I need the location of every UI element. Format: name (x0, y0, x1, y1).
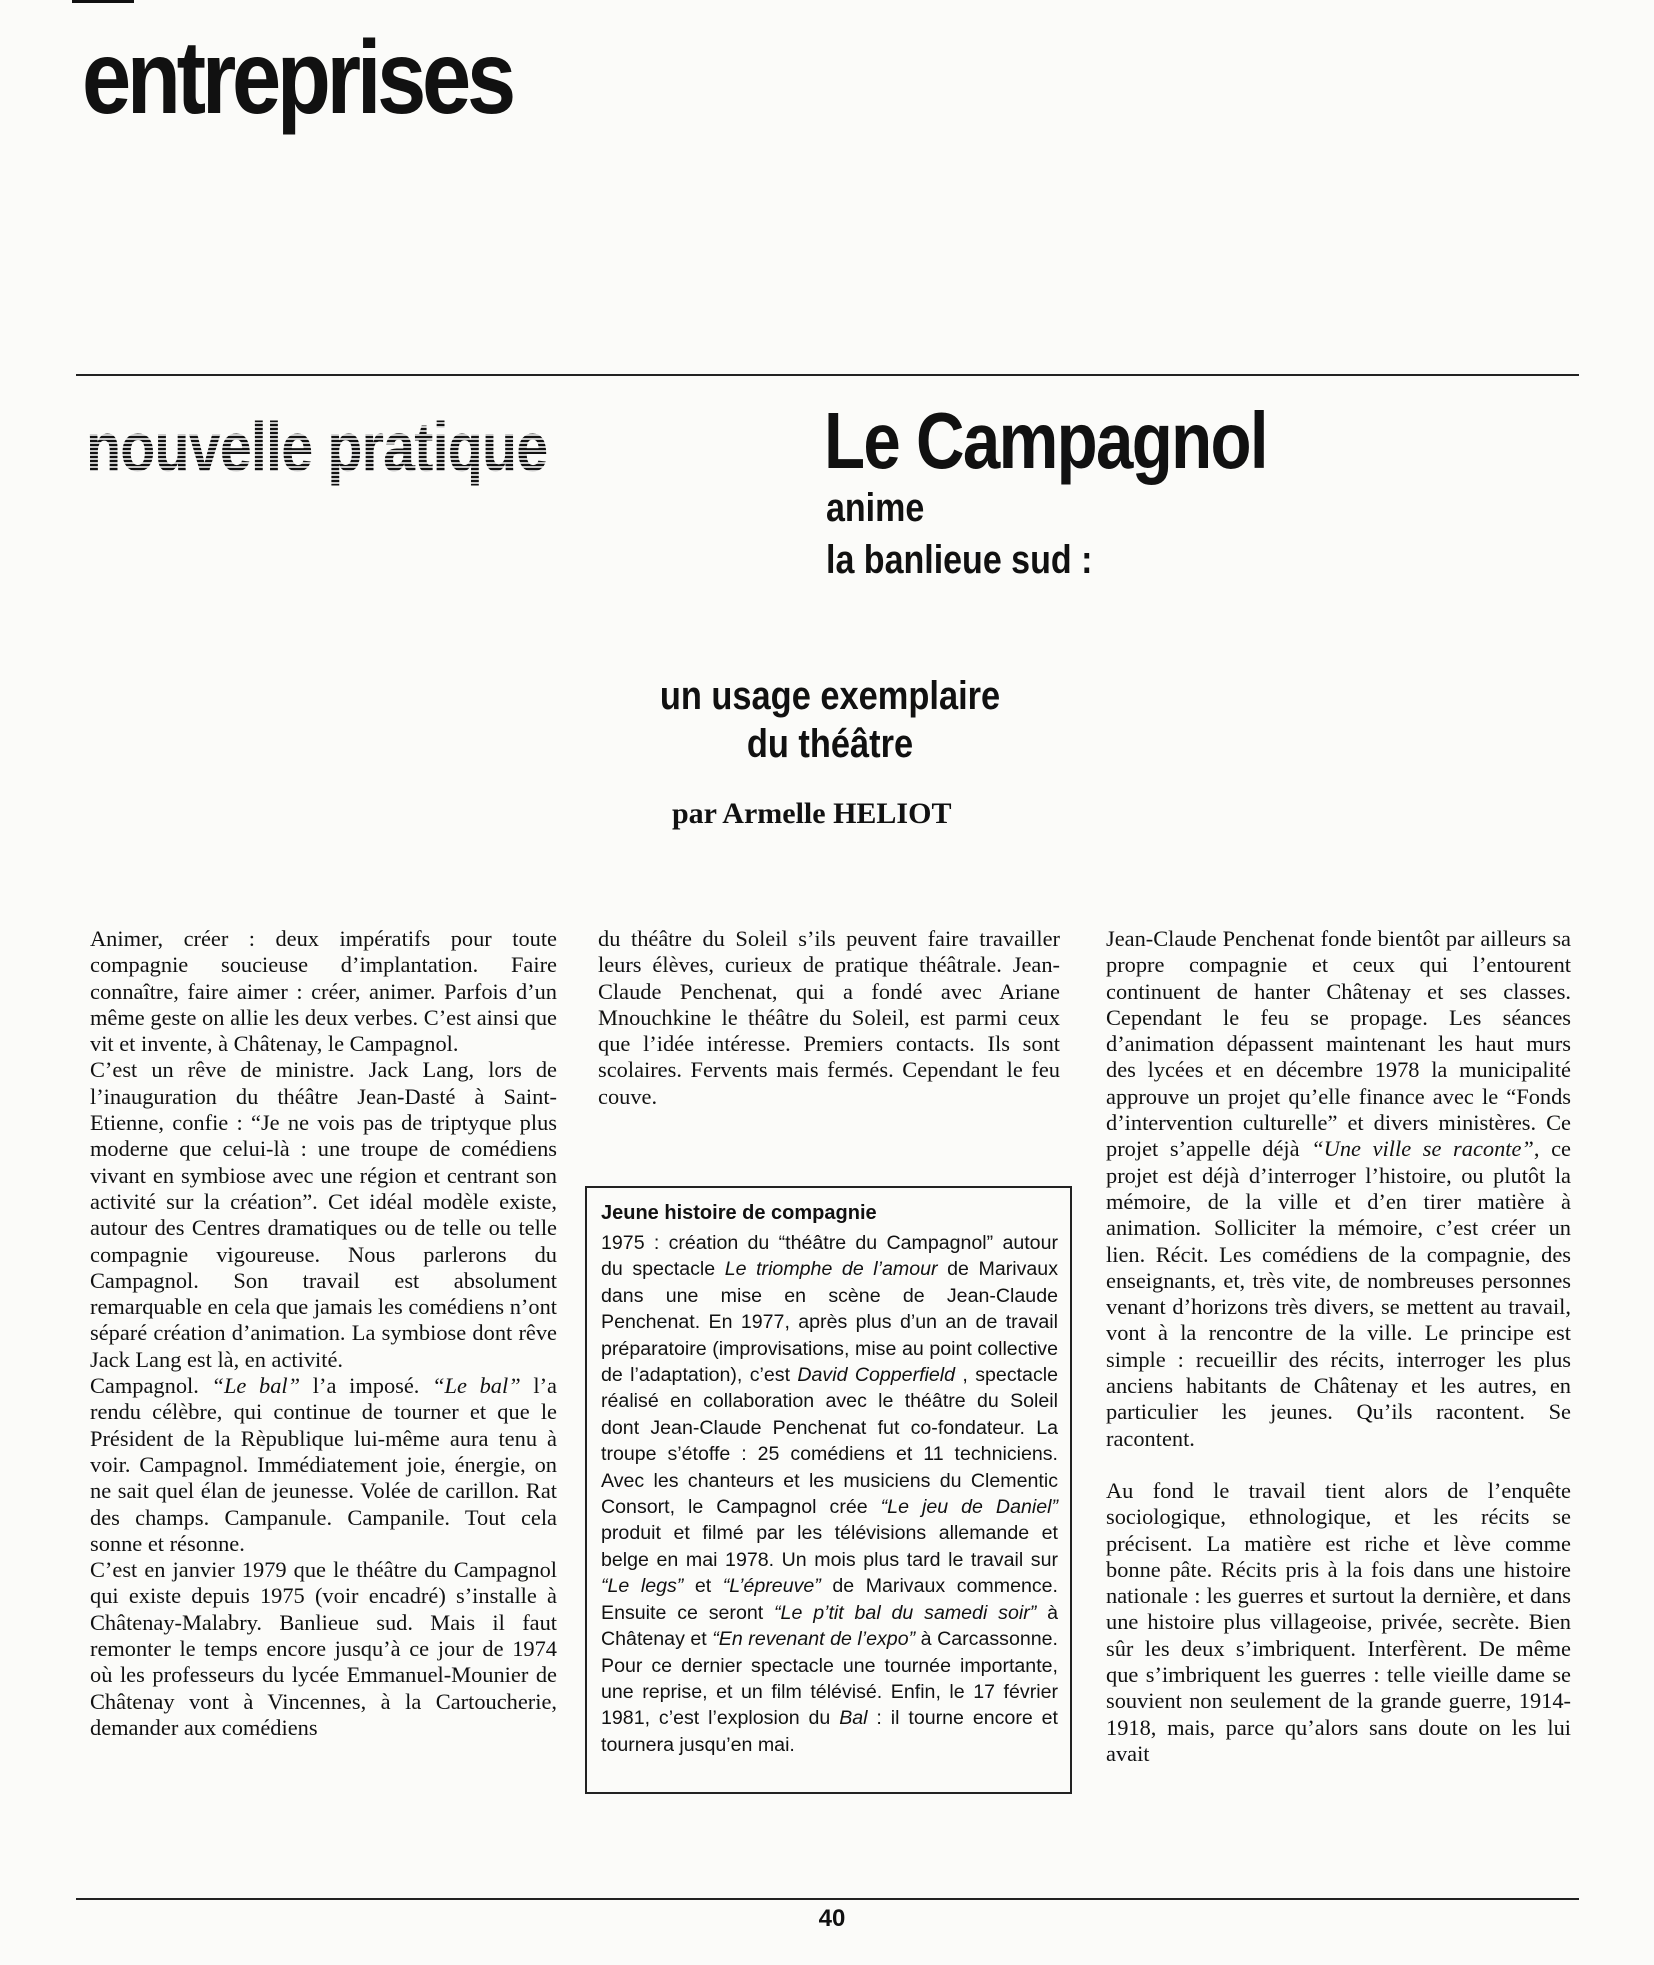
sidebar-title: Jeune histoire de compagnie (601, 1202, 877, 1224)
section-rubric: entreprises (82, 20, 512, 136)
sidebar-box (585, 1186, 1072, 1794)
page-number: 40 (818, 1905, 846, 1932)
column-2-text: du théâtre du Soleil s’ils peuvent faire travailler leurs élèves, curieux de pratique théâtrale. Jean-Claude Penchenat, qui a fondé avec Ariane Mnouchkine le théâtre du Soleil, est parmi ceux que l’idée intéresse. Premiers contacts. Ils sont scolaires. Fervents mais fermés. Cependant le feu couve. (598, 926, 1060, 1109)
subhead-line-1: anime (826, 486, 925, 530)
deck-line-2: du théâtre (746, 722, 914, 766)
column-3-text-part-1: Jean-Claude Penchenat fonde bientôt par ailleurs sa propre compagnie et ceux qui l’entourent continuent de hanter Châtenay et ses classes. Cependant le feu se propage. Les séances d’animation dépassent maintenant les haut murs des lycées et en décembre 1978 la municipalité approuve un projet qu’elle finance avec le “Fonds d’intervention culturelle” et divers ministères. Ce projet s’appelle déjà “Une ville se raconte”, ce projet est déjà d’interroger l’histoire, ou plutôt la mémoire, de la ville et d’en tirer matière à animation. Solliciter la mémoire, c’est créer un lien. Récit. Les comédiens de la compagnie, des enseignants, et, très vite, de nombreuses personnes venant d’horizons très divers, se mettent au travail, vont à la rencontre de la ville. Le principe est simple : recueillir des récits, interroger les plus anciens habitants de Châtenay et les autres, en particulier les jeunes. Qu’ils racontent. Se racontent. (1106, 926, 1571, 1451)
text-column-1 (90, 926, 557, 1741)
article-kicker: nouvelle pratique (86, 404, 547, 490)
text-column-2 (598, 926, 1060, 1110)
article-headline: Le Campagnol (824, 396, 1267, 485)
column-3-text-part-2: Au fond le travail tient alors de l’enquête sociologique, ethnologique, et les récits se précisent. La matière est riche et lève comme bonne pâte. Récits pris à la fois dans une histoire nationale : les guerres et surtout la dernière, et dans une histoire plus villageoise, privée, secrète. Bien sûr les deux s’imbriquent. Interfèrent. De même que s’imbriquent les guerres : telle vieille dame se souvient non seulement de la grande guerre, 1914-1918, mais, parce qu’alors sans doute on les lui avait (1106, 1477, 1571, 1766)
subhead-line-2: la banlieue sud : (826, 538, 1093, 582)
column-1-text: Animer, créer : deux impératifs pour toute compagnie soucieuse d’implantation. Faire connaître, faire aimer : créer, animer. Parfois d’un même geste on allie les deux verbes. C’est ainsi que vit et invente, à Châtenay, le Campagnol. C’est un rêve de ministre. Jack Lang, lors de l’inauguration du théâtre Jean-Dasté à Saint-Etienne, confie : “Je ne vois pas de triptyque plus moderne que celui-là : une troupe de comédiens vivant en symbiose avec une région et centrant son activité sur la création”. Cet idéal modèle existe, autour des Centres dramatiques ou de telle ou telle compagnie vigoureuse. Nous parlerons du Campagnol. Son travail est absolument remarquable en cela que jamais les comédiens n’ont séparé création d’animation. La symbiose dont rêve Jack Lang est là, en activité. Campagnol. “Le bal” l’a imposé. “Le bal” l’a rendu célèbre, qui continue de tourner et que le Président de la Rèpublique lui-même aura tenu à voir. Campagnol. Immédiatement joie, énergie, on ne sait quel élan de jeunesse. Volée de carillon. Rat des champs. Campanule. Campanile. Tout cela sonne et résonne. C’est en janvier 1979 que le théâtre du Campagnol qui existe depuis 1975 (voir encadré) s’installe à Châtenay-Malabry. Banlieue sud. Mais il faut remonter le temps encore jusqu’à ce jour de 1974 où les professeurs du lycée Emmanuel-Mounier de Châtenay vont à Vincennes, à la Cartoucherie, demander aux comédiens (90, 926, 557, 1740)
top-rule (72, 0, 134, 3)
header-divider (76, 374, 1579, 376)
footer-divider (76, 1898, 1579, 1900)
byline: par Armelle HELIOT (672, 797, 952, 830)
deck-line-1: un usage exemplaire (659, 674, 1001, 718)
sidebar-text: 1975 : création du “théâtre du Campagnol” autour du spectacle Le triomphe de l’amour de Marivaux dans une mise en scène de Jean-Claude Penchenat. En 1977, après plus d’un an de travail préparatoire (improvisations, mise au point collective de l’adaptation), c’est David Copperfield , spectacle réalisé en collaboration avec le théâtre du Soleil dont Jean-Claude Penchenat fut co-fondateur. La troupe s’étoffe : 25 comédiens et 11 techniciens. Avec les chanteurs et les musiciens du Clementic Consort, le Campagnol crée “Le jeu de Daniel” produit et filmé par les télévisions allemande et belge en mai 1978. Un mois plus tard le travail sur “Le legs” et “L’épreuve” de Marivaux commence. Ensuite ce seront “Le p’tit bal du samedi soir” à Châtenay et “En revenant de l’expo” à Carcassonne. Pour ce dernier spectacle une tournée importante, une reprise, et un film télévisé. Enfin, le 17 février 1981, c’est l’explosion du Bal : il tourne encore et tournera jusqu’en mai. (601, 1232, 1058, 1756)
article-deck (600, 672, 1060, 768)
text-column-3 (1106, 926, 1571, 1767)
